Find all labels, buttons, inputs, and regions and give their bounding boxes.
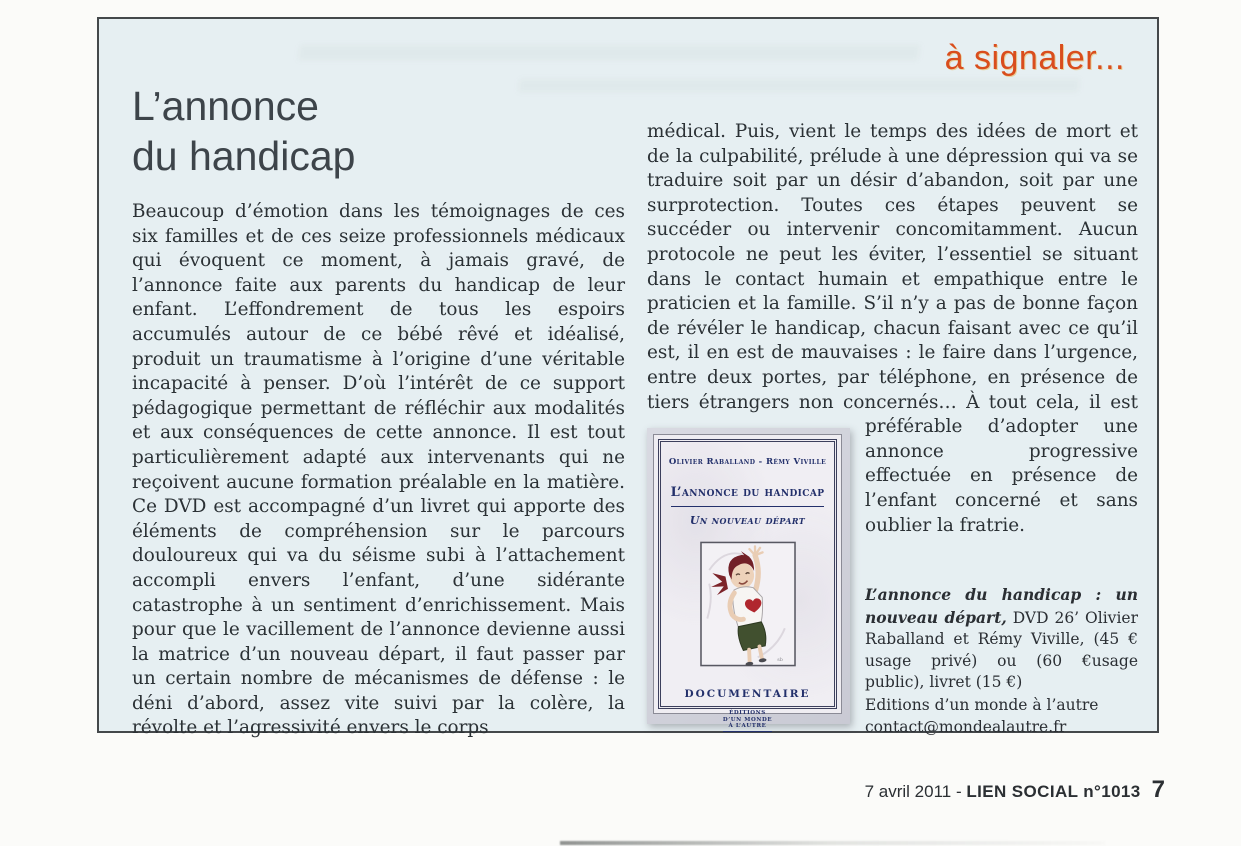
page-footer [865, 776, 1165, 804]
article-left-column: Beaucoup d’émotion dans les témoignages de ces six familles et de ces seize professionnels médicaux qui évoquent ce moment, à jamais gravé, de l’annonce faite aux parents du handicap de leur enfant. L’effondrement de tous les espoirs accumulés autour de ce bébé rêvé et idéalisé, produit un traumatisme à l’origine d’une véritable incapacité à penser. D’où l’intérêt de ce support pédagogique permettant de réfléchir aux modalités et aux conséquences de cette annonce. Il est tout particulièrement adapté aux intervenants qui ne reçoivent aucune formation préalable en la matière. Ce DVD est accompagné d’un livret qui apporte des éléments de compréhension sur le parcours douloureux qui va du séisme subi à l’attachement accompli envers l’enfant, d’une sidérante catastrophe à un sentiment d’enrichissement. Mais pour que le vacillement de l’annonce devienne aussi la matrice d’un nouveau départ, il faut passer par un certain nombre de mécanismes de défense : le déni d’abord, assez vite suivi par la colère, la révolte et l’agressivité envers le corps [132, 201, 625, 739]
caption-details: DVD 26’ Olivier Raballand et Rémy Viville, (45 € usage privé) ou (60 €usage public), livret (15 €) [865, 608, 1138, 692]
article-title-line1: L’annonce [132, 83, 319, 129]
scan-bleed-artifact [518, 79, 1079, 92]
dvd-cover-card [653, 434, 842, 730]
scan-edge-artifact [560, 841, 1105, 845]
article-panel [97, 17, 1159, 739]
article-right-column [647, 120, 1138, 739]
dvd-illustration-box [699, 541, 797, 675]
dvd-publisher-line3: À L’AUTRE [728, 723, 767, 730]
caption-email: contact@mondealautre.fr [865, 718, 1067, 737]
section-header: à signaler... [944, 39, 1125, 77]
girl-illustration [699, 541, 797, 667]
footer-date: 7 avril 2011 - [864, 782, 967, 801]
dvd-genre: DOCUMENTAIRE [684, 687, 811, 700]
dvd-cover-frame [658, 439, 837, 730]
svg-text:sb: sb [776, 658, 783, 664]
article-right-text-top: médical. Puis, vient le temps des idées de mort et de la culpabilité, prélude à une dépression qui va se traduire soit par un désir d’abandon, soit par une surprotection. Toutes ces étapes peuvent se succéder ou intervenir concomitamment. Aucun protocole ne peut les éviter, l’essentiel se situant dans le contact humain et empathique entre le praticien et la famille. S’il n’y a pas de bonne façon de révéler le handicap, chacun faisant avec ce qu’il est, il en est de mauvaises : le faire dans l’urgence, entre deux portes, par téléphone, en présence de tiers étrangers non concernés… À tout [647, 121, 1138, 413]
dvd-publisher-line2: D’UN MONDE [722, 716, 773, 723]
caption-title: L’annonce du handicap : un nouveau départ, [865, 585, 1138, 627]
dvd-subtitle: Un nouveau départ [689, 514, 806, 528]
footer-magazine: LIEN SOCIAL n°1013 [966, 782, 1141, 801]
page-number: 7 [1151, 776, 1165, 803]
dvd-authors: Olivier Raballand - Rémy Viville [668, 457, 827, 468]
dvd-publisher-line1: ÉDITIONS [729, 710, 766, 717]
dvd-title: L’annonce du handicap [671, 481, 825, 508]
article-title [132, 81, 355, 181]
caption-publisher: Editions d’un monde à l’autre [865, 695, 1099, 714]
scan-bleed-artifact [298, 45, 920, 60]
article-right-text-wrap: cela, il est préférable d’adopter une annonce progressive effectuée en présence de l’enfant concerné et sans oublier la fratrie. [865, 391, 1139, 536]
dvd-publisher-logo [723, 710, 772, 732]
dvd-cover [647, 428, 850, 730]
caption-paragraph [865, 584, 1138, 694]
article-title-line2: du handicap [132, 133, 356, 179]
dvd-caption [865, 584, 1138, 739]
